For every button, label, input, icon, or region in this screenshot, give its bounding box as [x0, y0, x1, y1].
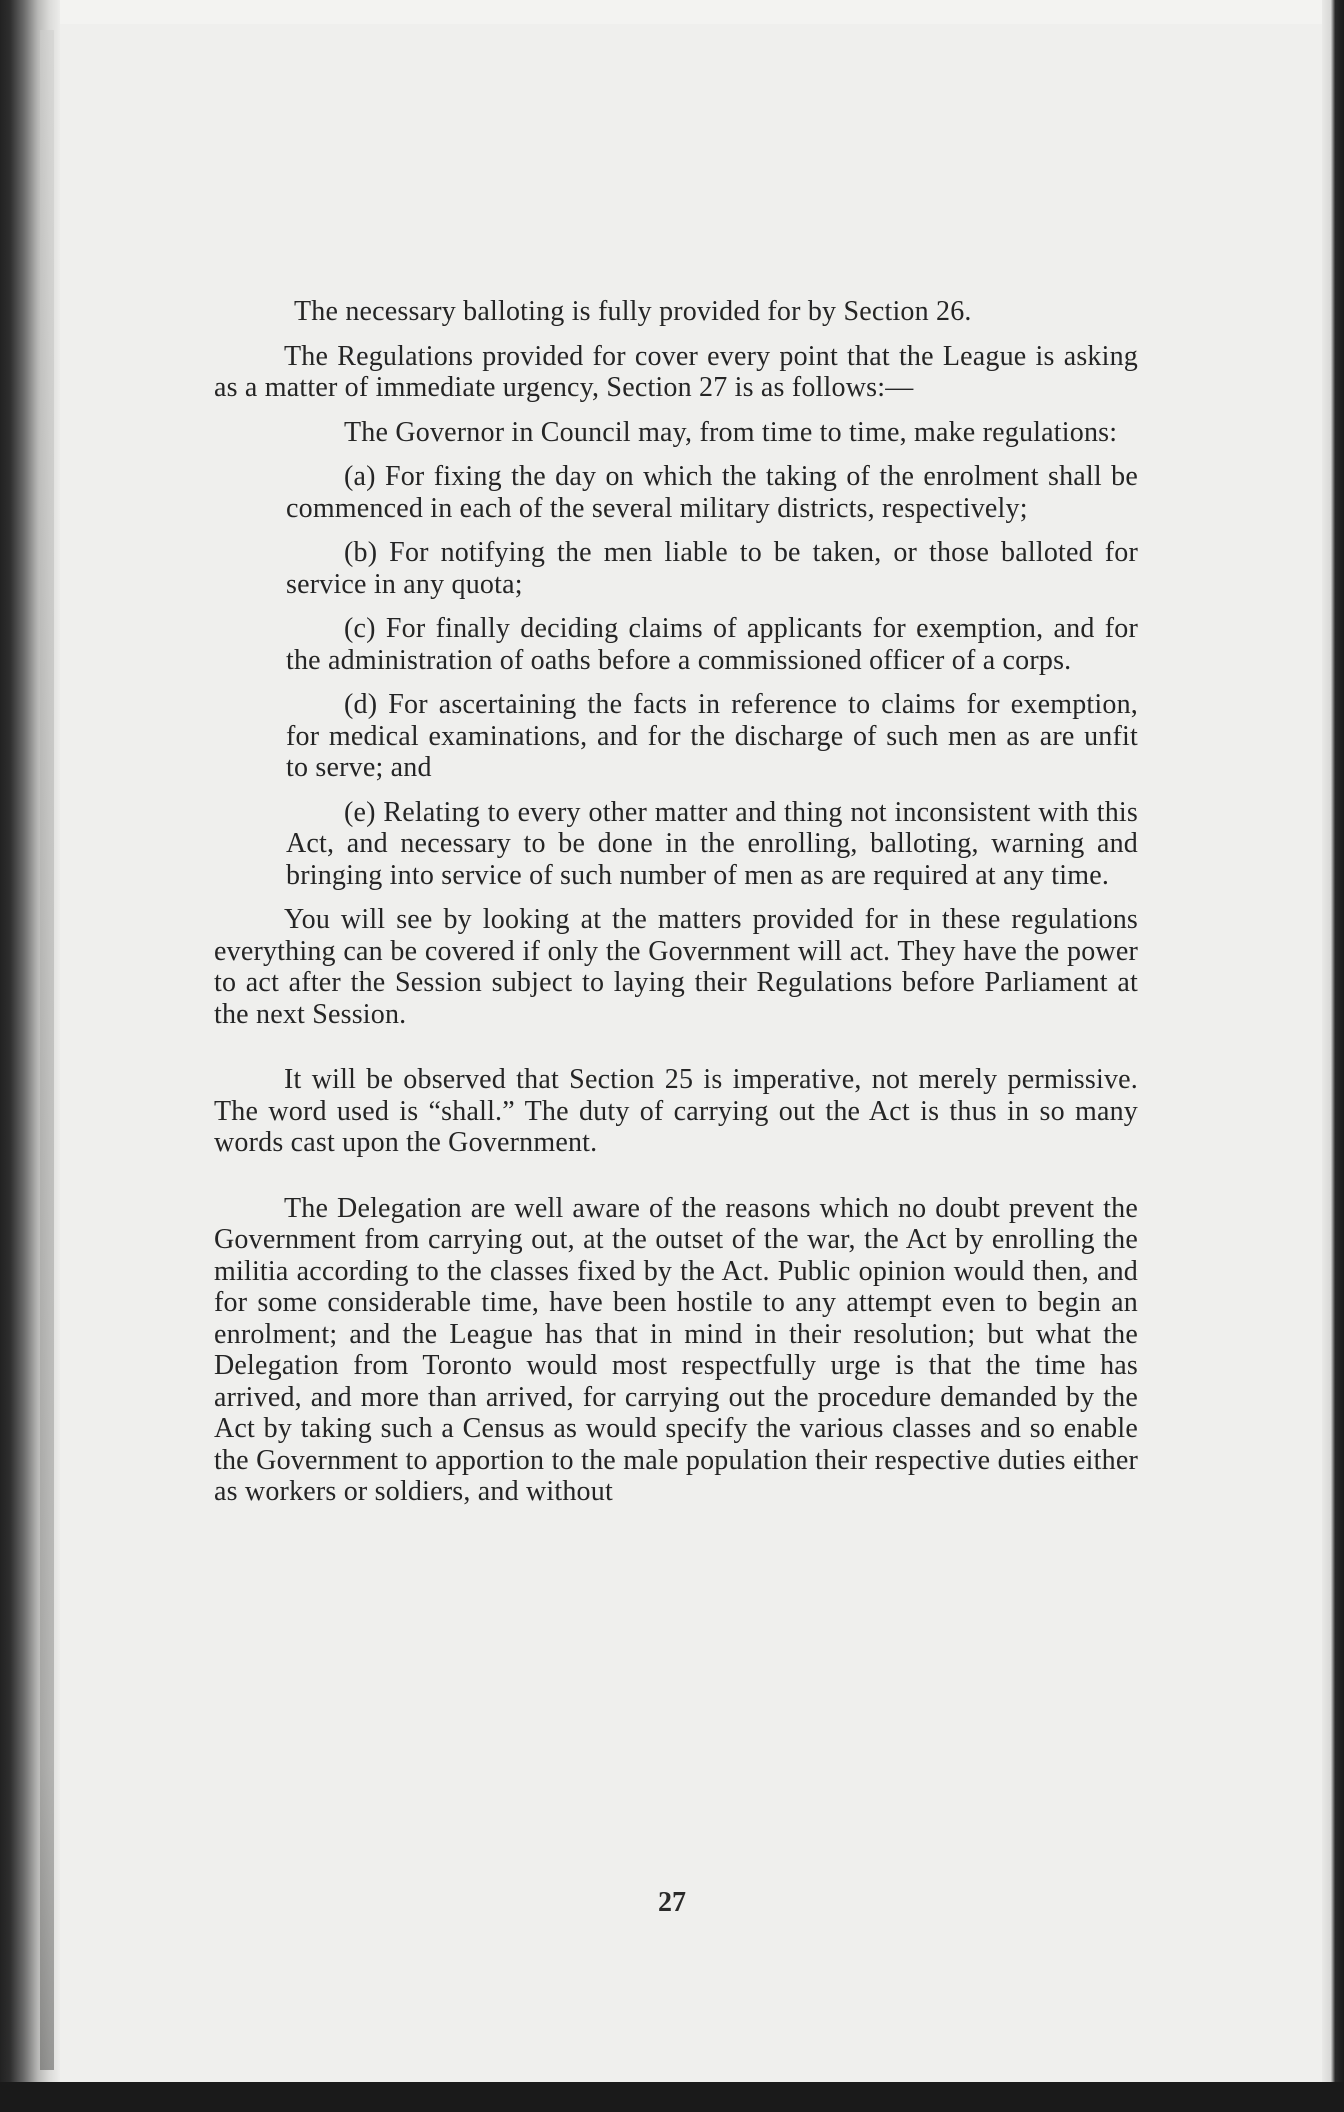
- paragraph: The Delegation are well aware of the reasons which no doubt prevent the Government from carrying out, at the outset of the war, the Act by enrolling the militia according to the classes fixed by the Act. Public opinion would then, and for some considerable time, have been hostile to any attempt even to begin an enrolment; and the League has that in mind in their resolution; but what the Delegation from Toronto would most respectfully urge is that the time has arrived, and more than arrived, for carrying out the procedure demanded by the Act by taking such a Census as would specify the various classes and so enable the Government to apportion to the male population their respective duties either as workers or soldiers, and without: [214, 1192, 1138, 1507]
- page-binding-shadow: [40, 30, 54, 2070]
- page-body-text: [214, 296, 1138, 1521]
- scan-right-edge: [1322, 0, 1344, 2112]
- paragraph: The Regulations provided for cover every point that the League is asking as a matter of immediate urgency, Section 27 is as follows:—: [214, 340, 1138, 403]
- page-number: 27: [658, 1887, 686, 1918]
- quoted-regulation-item: (b) For notifying the men liable to be taken, or those balloted for service in any quota;: [286, 537, 1138, 600]
- quoted-regulation-item: (c) For finally deciding claims of applicants for exemption, and for the administration of oaths before a commissioned officer of a corps.: [286, 613, 1138, 676]
- quoted-regulation-item: (e) Relating to every other matter and thing not inconsistent with this Act, and necessary to be done in the enrolling, balloting, warning and bringing into service of such number of men as are required at any time.: [286, 796, 1138, 891]
- paragraph: It will be observed that Section 25 is imperative, not merely permissive. The word used is “shall.” The duty of carrying out the Act is thus in so many words cast upon the Government.: [214, 1064, 1138, 1158]
- scan-bottom-edge: [0, 2082, 1344, 2112]
- quoted-regulation: The Governor in Council may, from time to time, make regulations:: [344, 416, 1118, 448]
- quoted-regulation-item: (d) For ascertaining the facts in reference to claims for exemption, for medical examinations, and for the discharge of such men as are unfit to serve; and: [286, 689, 1138, 783]
- paragraph: You will see by looking at the matters provided for in these regulations everything can be covered if only the Government will act. They have the power to act after the Session subject to laying their Regulations before Parliament at the next Session.: [214, 904, 1138, 1030]
- page-top-margin: [0, 0, 1344, 24]
- quoted-regulation-item: (a) For fixing the day on which the taking of the enrolment shall be commenced in each of the several military districts, respectively;: [286, 461, 1138, 524]
- paragraph: The necessary balloting is fully provided for by Section 26.: [294, 296, 972, 327]
